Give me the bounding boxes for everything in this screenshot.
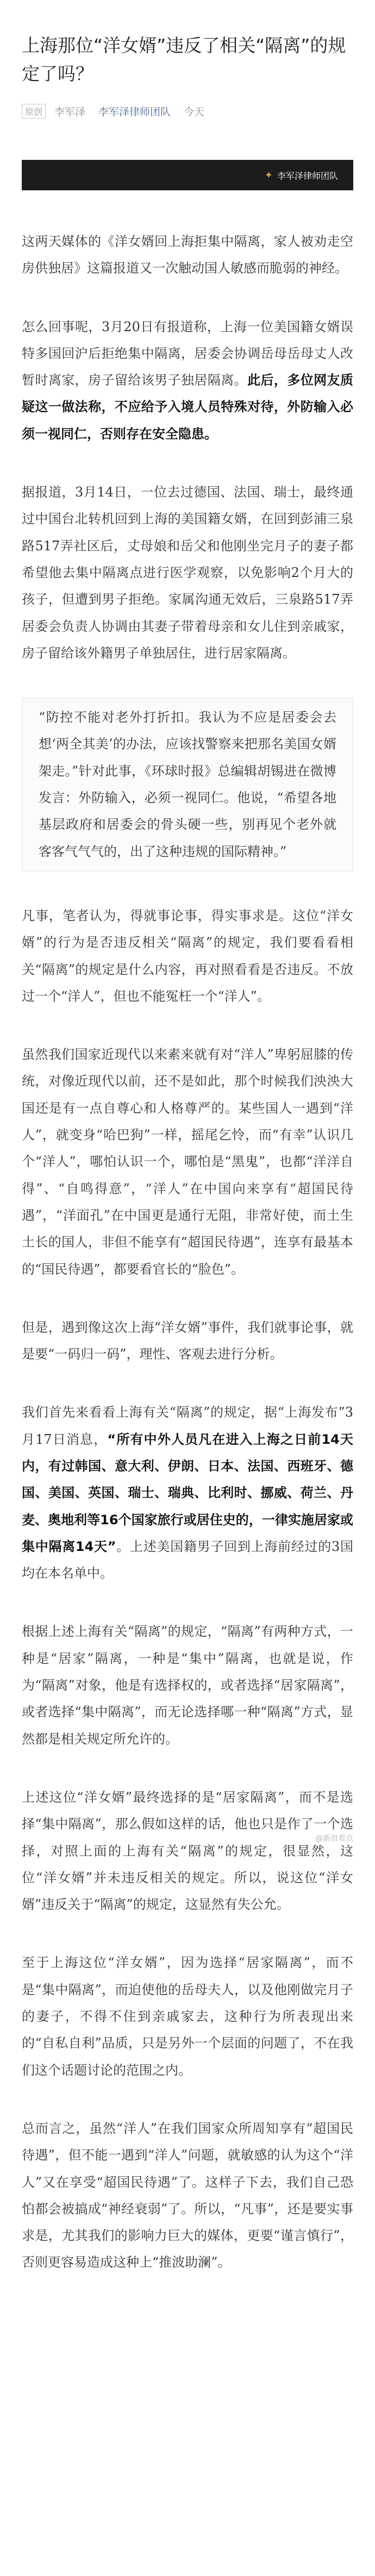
watermark: @新浪看点 <box>315 1834 353 1843</box>
paragraph-text: 上述这位“洋女婿”最终选择的是“居家隔离”，而不是选择“集中隔离”，那么假如这样的话，他也只是作了一个选择，对照上面的上海有关“隔离”的规定，很显然，这位“洋女婿”并未违反相关的规定。所以，说这位“洋女婿”违反关于“隔离”的规定，这显然有失公允。 <box>22 1789 353 1913</box>
article-paragraph <box>22 2115 353 2276</box>
paragraph-text: 总而言之，虽然“洋人”在我们国家众所周知享有“超国民待遇”，但不能一遇到“洋人”问题，就敏感的认为这个“洋人”又在享受“超国民待遇”了。这样子下去，我们自己恐怕都会被搞成“神经衰弱”了。所以，“凡事”，还是要实事求是，尤其我们的影响力巨大的媒体，更要“谨言慎行”，否则更容易造成这种上“推波助澜”。 <box>22 2120 353 2270</box>
publish-time: 今天 <box>184 105 205 118</box>
article-paragraph <box>22 1041 353 1283</box>
account-link[interactable]: 李军泽律师团队 <box>98 105 171 118</box>
header-banner <box>22 160 353 190</box>
article-paragraph <box>22 1784 353 1918</box>
paragraph-text: 但是，遇到像这次上海“洋女婿”事件，我们就事论事，就是要“一码归一码”，理性、客观去进行分析。 <box>22 1319 353 1362</box>
article-title: 上海那位“洋女婿”违反了相关“隔离”的规定了吗？ <box>22 35 346 84</box>
article-paragraph <box>22 228 353 282</box>
paragraph-text: 虽然我们国家近现代以来素来就有对“洋人”卑躬屈膝的传统，对像近现代以前，还不是如此，那个时候我们泱泱大国还是有一点自尊心和人格尊严的。某些国人一遇到“洋人”，就变身“哈巴狗”一样，摇尾乞怜，而“有幸”认识几个“洋人”，哪怕认识一个，哪怕是“黑鬼”，也都“洋洋自得”、“自鸣得意”，“洋人”在中国向来享有“超国民待遇”，“洋面孔”在中国更是通行无阻，非常好使，而土生土长的国人，非但不能享有“超国民待遇”，连享有最基本的“国民待遇”，都要看官长的“脸色”。 <box>22 1047 353 1277</box>
brand-mark-icon: ✦ <box>264 169 273 181</box>
paragraph-text: 我们首先来看看上海有关“隔离”的规定，据“上海发布”3月17日消息， <box>22 1405 353 1447</box>
paragraph-text: 据报道，3月14日，一位去过德国、法国、瑞士，最终通过中国台北转机回到上海的美国籍女婿，在回到彭浦三泉路517弄社区后，丈母娘和岳父和他刚坐完月子的妻子都希望他去集中隔离点进行医学观察，以免影响2个月大的孩子，但遭到男子拒绝。家属沟通无效后，三泉路517弄居委会负责人协调由其妻子带着母亲和女儿住到亲戚家，房子留给该外籍男子单独居住，进行居家隔离。 <box>22 485 353 661</box>
banner-text: 李军泽律师团队 <box>277 170 338 181</box>
paragraph-text: 根据上述上海有关“隔离”的规定，“隔离”有两种方式，一种是“居家”隔离，一种是“集中”隔离，也就是说，作为“隔离”对象，他是有选择权的，或者选择“居家隔离”，或者选择“集中隔离”，而无论选择哪一种“隔离”方式，显然都是相关规定所允许的。 <box>22 1624 353 1747</box>
paragraph-text: 怎么回事呢，3月20日有报道称，上海一位美国籍女婿误特多国回沪后拒绝集中隔离，居委会协调岳母岳母丈人改暂时离家，房子留给该男子独居隔离。 <box>22 319 353 388</box>
original-tag: 原创 <box>22 104 46 119</box>
paragraph-text: 至于上海这位“洋女婿”，因为选择“居家隔离”，而不是“集中隔离”，而迫使他的岳母夫人，以及他刚做完月子的妻子，不得不住到亲戚家去，这种行为所表现出来的“自私自利”品质，只是另外一个层面的问题了，不在我们这个话题讨论的范围之内。 <box>22 1955 353 2078</box>
emphasized-text: 此后，多位网友质疑这一做法称，不应给予入境人员特殊对待，外防输入必须一视同仁，否则存在安全隐患。 <box>22 373 354 442</box>
paragraph-text: 这两天媒体的《洋女婿回上海拒集中隔离，家人被劝走空房供独居》这篇报道又一次触动国人敏感而脆弱的神经。 <box>22 234 353 276</box>
article-paragraph <box>22 479 353 667</box>
paragraph-text: 。上述美国籍男子回到上海前经过的3国均在本名单中。 <box>22 1538 353 1581</box>
emphasized-text: “所有中外人员凡在进入上海之日前14天内，有过韩国、意大利、伊朗、日本、法国、西班牙、德国、美国、英国、瑞士、瑞典、比利时、挪威、荷兰、丹麦、奥地利等16个国家旅行或居住史的，一律实施居家或集中隔离14天” <box>22 1431 354 1554</box>
paragraph-text: 凡事，笔者认为，得就事论事，得实事求是。这位“洋女婿”的行为是否违反相关“隔离”的规定，我们要看看相关“隔离”的规定是什么内容，再对照看看是否违反。不放过一个“洋人”，但也不能冤枉一个“洋人”。 <box>22 908 353 1004</box>
paragraph-text: “防控不能对老外打折扣。我认为不应是居委会去想‘两全其美’的办法，应该找警察来把那名美国女婿架走。”针对此事，《环球时报》总编辑胡锡进在微博发言：外防输入，必须一视同仁。他说，“希望各地基层政府和居委会的骨头硬一些，别再见个老外就客客气气气的，出了这种违规的国际精神。” <box>39 710 336 859</box>
article-paragraph <box>22 1618 353 1752</box>
article-paragraph <box>22 1399 353 1587</box>
article-body <box>0 190 375 2276</box>
article-paragraph <box>22 1314 353 1368</box>
article-paragraph <box>22 314 353 448</box>
article-paragraph <box>22 1950 353 2083</box>
article-meta <box>0 88 375 122</box>
author-name[interactable]: 李军泽 <box>54 105 86 118</box>
quote-block <box>22 698 353 871</box>
article-paragraph <box>22 903 353 1010</box>
